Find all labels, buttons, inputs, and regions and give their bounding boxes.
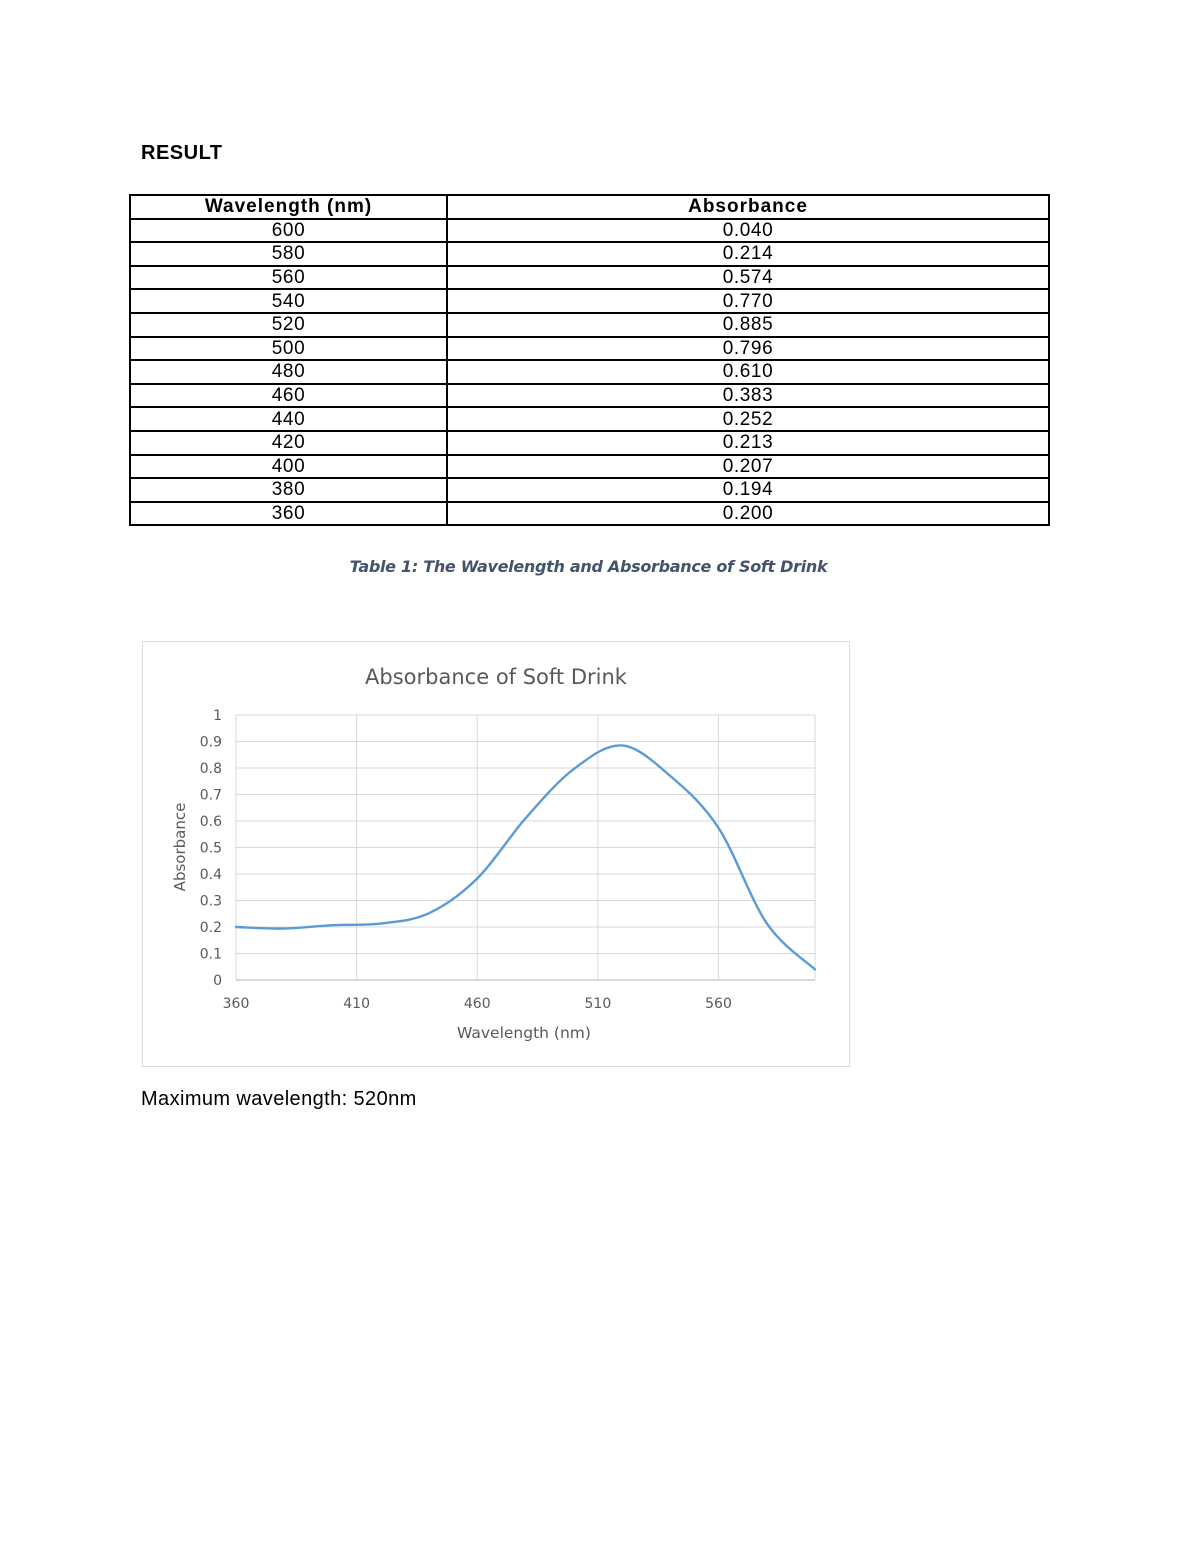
table-row (130, 431, 1049, 455)
chart-y-axis-label: Absorbance (171, 802, 189, 892)
table-row (130, 266, 1049, 290)
table-row (130, 289, 1049, 313)
x-tick-label: 460 (463, 996, 491, 1012)
cell-wavelength: 380 (130, 478, 447, 502)
table-row (130, 360, 1049, 384)
cell-wavelength: 420 (130, 431, 447, 455)
y-tick-label: 0.8 (199, 761, 222, 777)
y-tick-label: 1 (213, 708, 222, 724)
table-body (130, 219, 1049, 526)
cell-wavelength: 360 (130, 502, 447, 526)
cell-absorbance: 0.770 (447, 289, 1049, 313)
chart-title: Absorbance of Soft Drink (365, 665, 627, 689)
results-table (129, 194, 1050, 526)
cell-absorbance: 0.885 (447, 313, 1049, 337)
cell-absorbance: 0.213 (447, 431, 1049, 455)
cell-absorbance: 0.040 (447, 219, 1049, 243)
cell-wavelength: 440 (130, 407, 447, 431)
table-row (130, 478, 1049, 502)
header-absorbance: Absorbance (447, 195, 1049, 219)
chart-series (236, 745, 815, 969)
cell-wavelength: 540 (130, 289, 447, 313)
table-row (130, 313, 1049, 337)
chart-ticks (200, 708, 732, 1012)
y-tick-label: 0.3 (199, 893, 222, 910)
table-row (130, 384, 1049, 408)
table-row (130, 242, 1049, 266)
cell-absorbance: 0.194 (447, 478, 1049, 502)
cell-absorbance: 0.383 (447, 384, 1049, 408)
cell-wavelength: 460 (130, 384, 447, 408)
absorbance-series-line (236, 745, 815, 969)
table-row (130, 219, 1049, 243)
section-heading: RESULT (141, 142, 223, 164)
header-wavelength: Wavelength (nm) (130, 195, 447, 219)
y-tick-label: 0.7 (199, 787, 222, 804)
table-row (130, 455, 1049, 479)
table-header-row (130, 195, 1049, 219)
x-tick-label: 360 (222, 996, 250, 1012)
cell-absorbance: 0.200 (447, 502, 1049, 526)
cell-absorbance: 0.207 (447, 455, 1049, 479)
absorbance-chart (143, 642, 849, 1066)
maximum-wavelength-note: Maximum wavelength: 520nm (141, 1088, 417, 1110)
cell-wavelength: 580 (130, 242, 447, 266)
cell-wavelength: 400 (130, 455, 447, 479)
x-tick-label: 510 (584, 996, 612, 1012)
cell-absorbance: 0.214 (447, 242, 1049, 266)
chart-x-axis-label: Wavelength (nm) (457, 1024, 591, 1042)
cell-wavelength: 560 (130, 266, 447, 290)
cell-absorbance: 0.252 (447, 407, 1049, 431)
cell-absorbance: 0.574 (447, 266, 1049, 290)
cell-wavelength: 480 (130, 360, 447, 384)
x-tick-label: 410 (343, 996, 370, 1012)
cell-absorbance: 0.610 (447, 360, 1049, 384)
y-tick-label: 0.4 (199, 867, 222, 883)
cell-wavelength: 520 (130, 313, 447, 337)
y-tick-label: 0.1 (199, 946, 222, 963)
cell-absorbance: 0.796 (447, 337, 1049, 361)
table-caption: Table 1: The Wavelength and Absorbance of Soft Drink (349, 557, 828, 576)
cell-wavelength: 600 (130, 219, 447, 243)
table-row (130, 502, 1049, 526)
cell-wavelength: 500 (130, 337, 447, 361)
chart-frame (142, 641, 850, 1067)
x-tick-label: 560 (705, 996, 732, 1012)
table-row (130, 407, 1049, 431)
y-tick-label: 0.6 (199, 814, 222, 830)
table-row (130, 337, 1049, 361)
y-tick-label: 0.9 (199, 734, 222, 751)
y-tick-label: 0 (213, 973, 222, 989)
y-tick-label: 0.5 (199, 840, 222, 857)
y-tick-label: 0.2 (199, 920, 222, 936)
